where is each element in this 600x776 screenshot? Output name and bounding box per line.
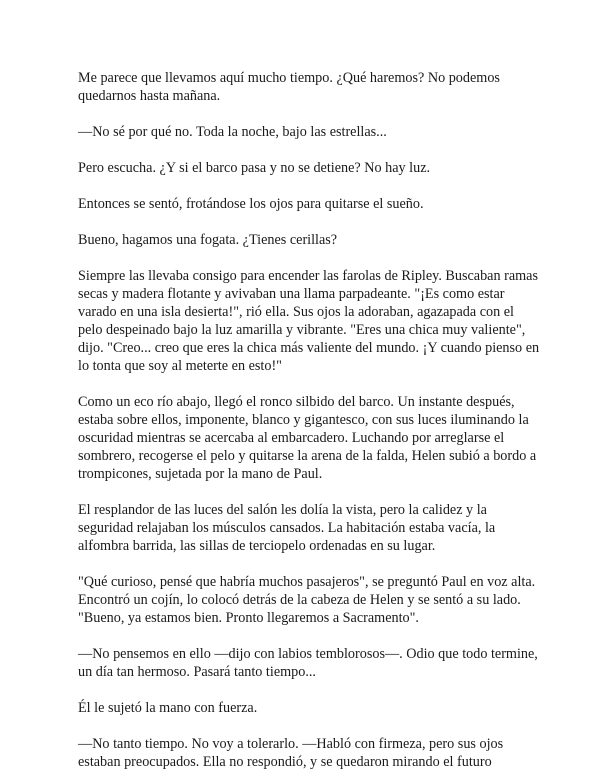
paragraph: Como un eco río abajo, llegó el ronco silbido del barco. Un instante después, estaba sobre ellos, imponente, blanco y gigantesco, con sus luces iluminando la oscuridad mientras se acercaba al embarcadero. Luchando por arreglarse el sombrero, recogerse el pelo y quitarse la arena de la falda, Helen subió a bordo a trompicones, sujetada por la mano de Paul. [78,394,537,482]
paragraph: Me parece que llevamos aquí mucho tiempo. ¿Qué haremos? No podemos quedarnos hasta mañana. [78,70,500,104]
paragraph: Él le sujetó la mano con fuerza. [78,700,258,716]
paragraph: Pero escucha. ¿Y si el barco pasa y no se detiene? No hay luz. [78,160,431,176]
paragraph: Entonces se sentó, frotándose los ojos para quitarse el sueño. [78,196,424,212]
paragraph: —No sé por qué no. Toda la noche, bajo las estrellas... [78,124,387,140]
paragraph: El resplandor de las luces del salón les dolía la vista, pero la calidez y la seguridad relajaban los músculos cansados. La habitación estaba vacía, la alfombra barrida, las sillas de terciopelo ordenadas en su lugar. [78,502,496,554]
paragraph: Siempre las llevaba consigo para encender las farolas de Ripley. Buscaban ramas secas y madera flotante y avivaban una llama parpadeante. "¡Es como estar varado en una isla desierta!", rió ella. Sus ojos la adoraban, agazapada con el pelo despeinado bajo la luz amarilla y vibrante. "Eres una chica muy valiente", dijo. "Creo... creo que eres la chica más valiente del mundo. ¡Y cuando pienso en lo tonta que soy al meterte en esto!" [78,268,540,374]
paragraph: "Qué curioso, pensé que habría muchos pasajeros", se preguntó Paul en voz alta. Encontró un cojín, lo colocó detrás de la cabeza de Helen y se sentó a su lado. "Bueno, ya estamos bien. Pronto llegaremos a Sacramento". [78,574,536,626]
paragraph: —No tanto tiempo. No voy a tolerarlo. —Habló con firmeza, pero sus ojos estaban preocupados. Ella no respondió, y se quedaron mirando el futuro [78,736,504,770]
paragraph: —No pensemos en ello —dijo con labios temblorosos—. Odio que todo termine, un día tan hermoso. Pasará tanto tiempo... [78,646,538,680]
paragraph: Bueno, hagamos una fogata. ¿Tienes cerillas? [78,232,338,248]
